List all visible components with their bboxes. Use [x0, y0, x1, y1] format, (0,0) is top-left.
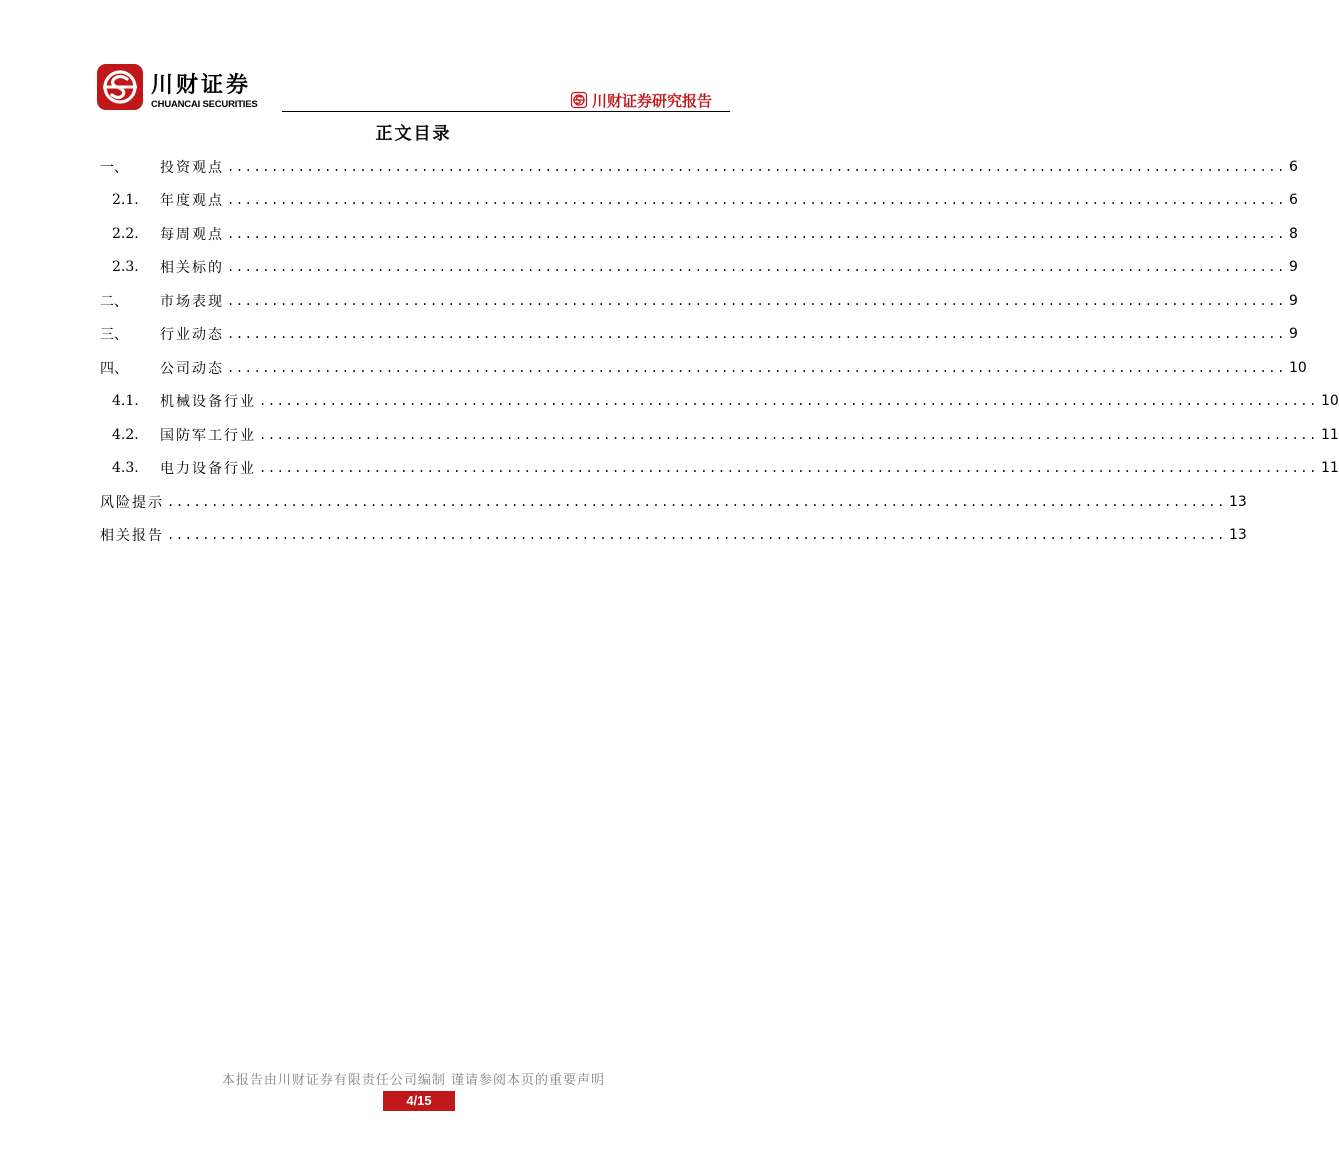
page-header: [0, 0, 827, 120]
toc-entry-number: 2.1.: [112, 192, 139, 209]
table-of-contents: [100, 150, 1339, 552]
toc-entry-label: 投资观点: [160, 159, 224, 176]
toc-entry-page: 10: [1320, 393, 1339, 410]
toc-entry-page: 9: [1288, 326, 1298, 343]
toc-entry-page: 8: [1288, 225, 1298, 242]
toc-entry[interactable]: [100, 318, 1298, 352]
footer-disclaimer: 本报告由川财证券有限责任公司编制 谨请参阅本页的重要声明: [221, 1073, 606, 1088]
company-logo: [97, 64, 277, 114]
toc-entry-label: 国防军工行业: [160, 427, 256, 444]
toc-entry-page: 9: [1288, 259, 1298, 276]
toc-entry-page: 13: [1228, 527, 1247, 544]
toc-leader-dots: ........................................................................................................................: [227, 293, 1286, 308]
toc-leader-dots: ........................................................................................................................: [259, 427, 1318, 442]
toc-title: 正文目录: [375, 124, 452, 144]
toc-entry[interactable]: [100, 452, 1339, 486]
mini-logo-icon: [571, 92, 587, 108]
toc-entry-label: 机械设备行业: [160, 394, 256, 411]
logo-english-name: CHUANCAI SECURITIES: [151, 99, 258, 110]
toc-entry-page: 6: [1288, 158, 1298, 175]
toc-entry[interactable]: [100, 284, 1298, 318]
toc-leader-dots: ........................................................................................................................: [259, 461, 1318, 476]
toc-entry[interactable]: [100, 184, 1298, 218]
toc-entry[interactable]: [100, 418, 1339, 452]
toc-entry[interactable]: [100, 519, 1247, 553]
toc-entry-page: 11: [1320, 460, 1339, 477]
report-title: 川财证券研究报告: [592, 92, 713, 110]
toc-leader-dots: ........................................................................................................................: [227, 226, 1286, 241]
toc-entry-label: 年度观点: [160, 193, 224, 210]
toc-leader-dots: ........................................................................................................................: [227, 327, 1286, 342]
toc-entry-label: 公司动态: [160, 360, 224, 377]
toc-entry[interactable]: [100, 485, 1247, 519]
header-divider: [282, 111, 730, 112]
toc-entry-label: 电力设备行业: [160, 461, 256, 478]
toc-entry-label: 每周观点: [160, 226, 224, 243]
toc-entry-label: 相关标的: [160, 260, 224, 277]
toc-leader-dots: ........................................................................................................................: [227, 360, 1286, 375]
toc-entry-label: 风险提示: [100, 494, 164, 511]
toc-leader-dots: ........................................................................................................................: [167, 528, 1226, 543]
toc-entry-page: 9: [1288, 292, 1298, 309]
toc-leader-dots: ........................................................................................................................: [227, 159, 1286, 174]
toc-entry-number: 一、: [100, 159, 128, 176]
toc-entry-number: 2.2.: [112, 225, 139, 242]
toc-entry[interactable]: [100, 385, 1339, 419]
toc-entry-number: 二、: [100, 293, 128, 310]
toc-entry-number: 4.1.: [112, 393, 139, 410]
toc-leader-dots: ........................................................................................................................: [259, 394, 1318, 409]
page-number-badge: 4/15: [383, 1091, 455, 1111]
toc-entry-number: 三、: [100, 327, 128, 344]
toc-leader-dots: ........................................................................................................................: [227, 193, 1286, 208]
toc-entry-page: 6: [1288, 192, 1298, 209]
toc-entry[interactable]: [100, 217, 1298, 251]
securities-logo-icon: [97, 64, 143, 110]
toc-entry[interactable]: [100, 351, 1307, 385]
toc-entry-number: 4.2.: [112, 426, 139, 443]
toc-entry[interactable]: [100, 150, 1298, 184]
toc-entry-label: 市场表现: [160, 293, 224, 310]
toc-entry-number: 四、: [100, 360, 128, 377]
toc-entry-page: 10: [1288, 359, 1307, 376]
toc-entry-label: 相关报告: [100, 528, 164, 545]
toc-entry-number: 4.3.: [112, 460, 139, 477]
toc-entry-label: 行业动态: [160, 327, 224, 344]
toc-entry-number: 2.3.: [112, 259, 139, 276]
toc-leader-dots: ........................................................................................................................: [227, 260, 1286, 275]
toc-leader-dots: ........................................................................................................................: [167, 494, 1226, 509]
toc-entry[interactable]: [100, 251, 1298, 285]
toc-entry-page: 13: [1228, 493, 1247, 510]
logo-chinese-name: 川财证券: [151, 73, 252, 98]
toc-entry-page: 11: [1320, 426, 1339, 443]
